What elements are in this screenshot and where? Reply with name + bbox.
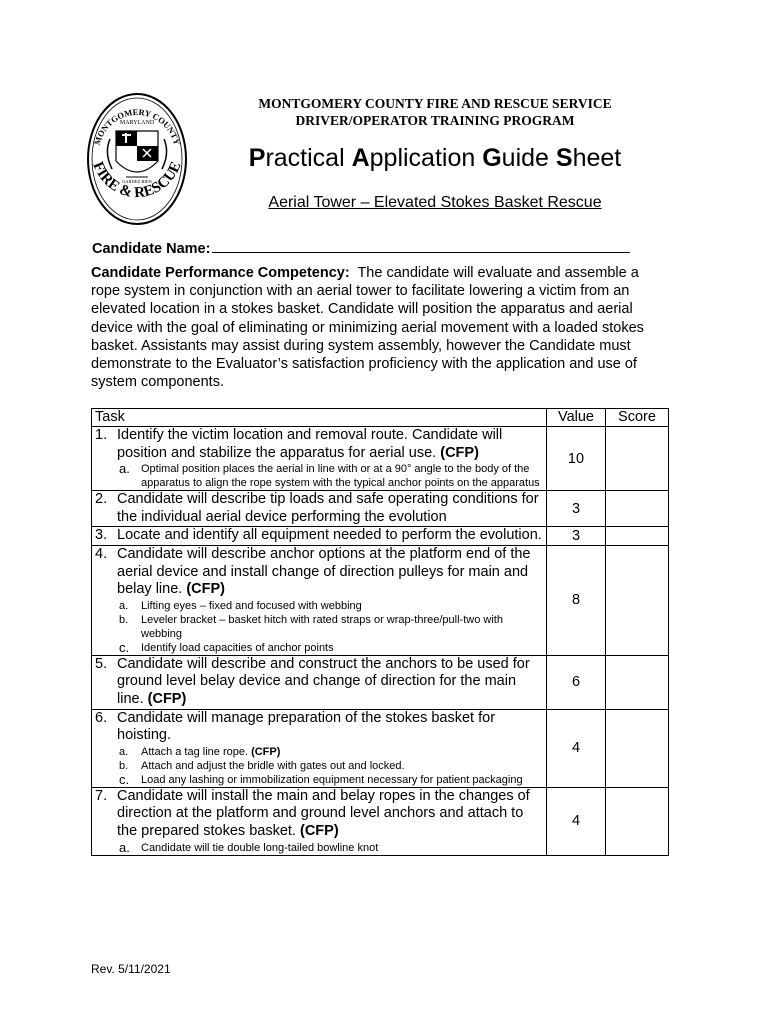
svg-text:MONTGOMERY COUNTY: MONTGOMERY COUNTY	[91, 106, 183, 147]
task-text: Identify the victim location and removal route. Candidate will position and stabilize the apparatus for aerial use.	[117, 427, 503, 461]
value-cell: 3	[547, 527, 606, 546]
task-cell	[92, 655, 547, 709]
program-name: DRIVER/OPERATOR TRAINING PROGRAM	[295, 113, 575, 128]
candidate-name-field[interactable]	[212, 238, 630, 253]
candidate-name-row	[92, 238, 630, 257]
sub-item	[119, 841, 543, 855]
score-cell[interactable]	[606, 427, 669, 491]
sub-item-letter: a.	[119, 599, 129, 612]
task-cell	[92, 527, 547, 546]
value-cell: 3	[547, 491, 606, 527]
score-cell[interactable]	[606, 655, 669, 709]
sub-item-letter: a.	[119, 839, 130, 855]
fire-rescue-seal-logo	[86, 91, 188, 227]
sub-item-text: Load any lashing or immobilization equipment necessary for patient packaging	[141, 773, 523, 786]
task-cell	[92, 545, 547, 655]
sub-item	[119, 773, 543, 787]
task-row	[92, 427, 669, 491]
value-cell: 4	[547, 787, 606, 855]
task-row	[92, 709, 669, 787]
competency-text: The candidate will evaluate and assemble a rope system in conjunction with an aerial tower to facilitate lowering a victim from an elevated location in a stokes basket. Candidate will position the apparatus and aerial device with the goal of eliminating or minimizing aerial movement with a loaded stokes basket. Assistants may assist during system assembly, however the Candidate must demonstrate to the Evaluator’s satisfaction proficiency with the application and use of system components.	[91, 265, 644, 391]
sub-item-letter: c.	[119, 639, 130, 655]
task-row	[92, 545, 669, 655]
table-header-row	[92, 409, 669, 427]
org-name: MONTGOMERY COUNTY FIRE AND RESCUE SERVICE	[258, 96, 612, 111]
value-header: Value	[547, 409, 606, 427]
sub-item-letter: b.	[119, 613, 129, 626]
value-cell: 6	[547, 655, 606, 709]
score-cell[interactable]	[606, 709, 669, 787]
score-cell[interactable]	[606, 491, 669, 527]
value-cell: 10	[547, 427, 606, 491]
task-number: 2.	[95, 491, 108, 508]
sub-item-text: Attach a tag line rope.	[141, 745, 249, 758]
task-text: Candidate will describe tip loads and safe operating conditions for the individual aerial device performing the evolution	[117, 491, 539, 525]
task-text: Locate and identify all equipment needed to perform the evolution.	[117, 527, 542, 544]
task-text: Candidate will manage preparation of the stokes basket for hoisting.	[117, 709, 496, 744]
sub-item	[119, 641, 543, 655]
sub-item	[119, 745, 543, 759]
task-text: Candidate will install the main and belay ropes in the changes of direction at the platform and ground level anchors and attach to the prepared stokes basket.	[117, 787, 530, 839]
task-number: 3.	[95, 527, 108, 544]
task-cell	[92, 787, 547, 855]
score-cell[interactable]	[606, 787, 669, 855]
score-header: Score	[606, 409, 669, 427]
task-cell	[92, 709, 547, 787]
task-cell	[92, 491, 547, 527]
sub-item-letter: a.	[119, 745, 129, 758]
task-cell	[92, 427, 547, 491]
svg-text:FIRE & RESCUE: FIRE & RESCUE	[89, 159, 185, 202]
cfp-marker: (CFP)	[299, 822, 339, 839]
task-row	[92, 527, 669, 546]
sub-item-text: Candidate will tie double long-tailed bowline knot	[141, 841, 379, 854]
value-cell: 4	[547, 709, 606, 787]
sub-item-text: Attach and adjust the bridle with gates out and locked.	[141, 759, 405, 772]
task-text: Candidate will describe anchor options at the platform end of the aerial device and install change of direction pulleys for main and belay line.	[117, 545, 531, 598]
task-number: 7.	[95, 787, 108, 804]
competency-paragraph	[91, 264, 671, 391]
competency-label: Candidate Performance Competency:	[91, 265, 350, 281]
task-number: 1.	[95, 427, 108, 443]
score-cell[interactable]	[606, 527, 669, 546]
sub-item-letter: a.	[119, 461, 130, 477]
task-table	[91, 408, 669, 856]
task-row	[92, 491, 669, 527]
cfp-marker: (CFP)	[147, 690, 187, 707]
cfp-marker: (CFP)	[186, 581, 225, 598]
task-number: 4.	[95, 545, 108, 562]
sub-item-letter: b.	[119, 759, 129, 772]
task-row	[92, 787, 669, 855]
sub-item	[119, 759, 543, 773]
cfp-marker: (CFP)	[251, 745, 281, 758]
cfp-marker: (CFP)	[440, 444, 479, 461]
page-subtitle: Aerial Tower – Elevated Stokes Basket Rescue	[268, 194, 602, 211]
sub-item	[119, 599, 543, 613]
sub-item-text: Optimal position places the aerial in line with or at a 90° angle to the body of the apparatus to align the rope system with the typical anchor points on the apparatus	[141, 463, 540, 490]
sub-item	[119, 462, 543, 490]
revision-date: Rev. 5/11/2021	[91, 962, 171, 976]
task-text: Candidate will describe and construct the anchors to be used for ground level belay device and change of direction for the main line.	[117, 655, 530, 707]
sub-item-text: Leveler bracket – basket hitch with rated straps or wrap-three/pull-two with webbing	[141, 613, 503, 640]
svg-text:GARDEZ BIEN: GARDEZ BIEN	[122, 179, 152, 184]
task-number: 6.	[95, 709, 108, 726]
sub-item-letter: c.	[119, 771, 130, 787]
sub-item-text: Identify load capacities of anchor points	[141, 641, 334, 654]
task-row	[92, 655, 669, 709]
sub-item	[119, 613, 543, 641]
task-number: 5.	[95, 655, 108, 672]
sub-item-text: Lifting eyes – fixed and focused with webbing	[141, 599, 362, 612]
score-cell[interactable]	[606, 545, 669, 655]
task-header: Task	[92, 409, 547, 427]
value-cell: 8	[547, 545, 606, 655]
page-title: Practical Application Guide Sheet	[248, 144, 622, 172]
svg-text:MARYLAND: MARYLAND	[119, 120, 155, 126]
candidate-name-label: Candidate Name:	[92, 241, 211, 257]
